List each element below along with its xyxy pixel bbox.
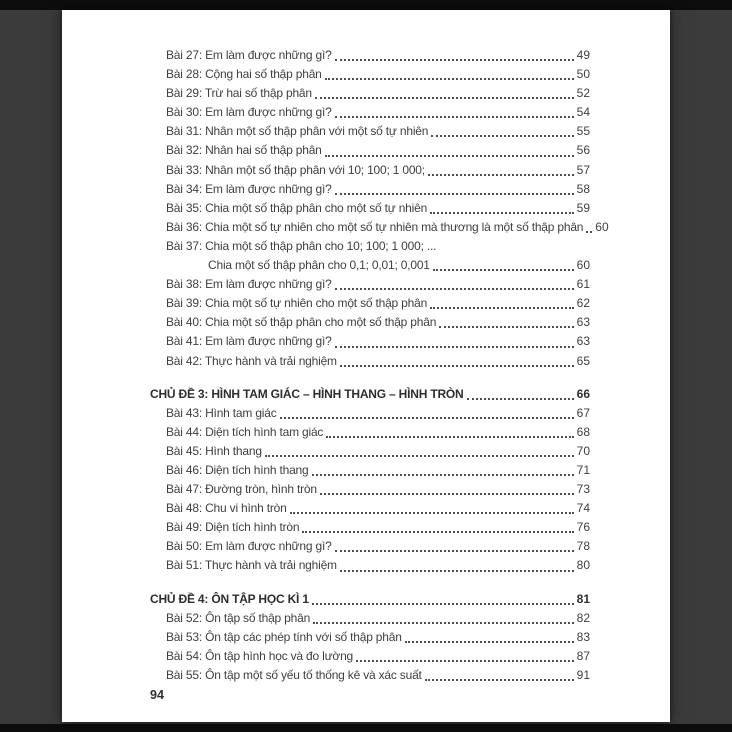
book-page: [62, 10, 670, 722]
toc-entry-page: 60: [595, 219, 609, 234]
toc-entry-page: 54: [576, 105, 590, 120]
toc-entry-label: Bài 30: Em làm được những gì?: [166, 105, 332, 120]
dot-leader: [280, 417, 574, 419]
toc-entry-page: 59: [576, 200, 590, 215]
toc-entry-label: Bài 52: Ôn tập số thập phân: [166, 610, 311, 625]
dot-leader: [335, 550, 574, 552]
toc-entry-label: Bài 44: Diện tích hình tam giác: [166, 424, 324, 439]
toc-entry: [150, 666, 590, 685]
table-of-contents: [62, 10, 670, 685]
toc-entry-page: 62: [576, 296, 590, 311]
toc-entry: [150, 294, 590, 313]
toc-entry-label: Bài 54: Ôn tập hình học và đo lường: [166, 648, 354, 663]
toc-entry: [150, 84, 590, 103]
dot-leader: [439, 326, 573, 328]
toc-entry: [150, 647, 590, 666]
toc-entry: [150, 609, 590, 628]
toc-section-heading: [150, 385, 590, 404]
toc-entry: [150, 332, 590, 351]
toc-entry: [150, 46, 590, 65]
dot-leader: [431, 135, 573, 137]
dot-leader: [265, 455, 574, 457]
toc-entry: [150, 404, 590, 423]
toc-entry: [150, 161, 590, 180]
toc-entry-label: Bài 47: Đường tròn, hình tròn: [166, 482, 317, 497]
toc-entry-label: Bài 40: Chia một số thập phân cho một số thập phân: [166, 315, 437, 330]
bottom-black-strip: [0, 724, 732, 732]
toc-entry-page: 65: [576, 353, 590, 368]
toc-section-heading-label: CHỦ ĐỀ 4: ÔN TẬP HỌC KÌ 1: [150, 591, 309, 606]
page-number: 94: [150, 688, 164, 702]
toc-entry-label: Bài 51: Thực hành và trải nghiệm: [166, 558, 337, 573]
dot-leader: [325, 78, 574, 80]
toc-entry-page: 58: [576, 181, 590, 196]
toc-entry-label: Bài 33: Nhân một số thập phân với 10; 100; 1 000;: [166, 162, 425, 177]
toc-entry-page: 82: [576, 610, 590, 625]
dot-leader: [467, 398, 574, 400]
toc-entry: [150, 352, 590, 371]
toc-entry-page: 87: [576, 648, 590, 663]
dot-leader: [430, 307, 574, 309]
toc-entry: [150, 275, 590, 294]
toc-entry-label: Bài 48: Chu vi hình tròn: [166, 501, 287, 516]
dot-leader: [335, 288, 574, 290]
toc-entry-page: 67: [576, 405, 590, 420]
toc-entry-page: 63: [576, 334, 590, 349]
toc-entry: [150, 556, 590, 575]
toc-entry-page: 57: [576, 162, 590, 177]
dot-leader: [335, 59, 574, 61]
toc-entry-page: 73: [576, 482, 590, 497]
toc-entry-label: Bài 38: Em làm được những gì?: [166, 277, 332, 292]
toc-entry-page: 56: [576, 143, 590, 158]
toc-entry-page: 68: [576, 424, 590, 439]
toc-entry: [150, 628, 590, 647]
dot-leader: [312, 474, 574, 476]
toc-entry: [150, 141, 590, 160]
toc-entry-page: 60: [576, 258, 590, 273]
toc-entry-page: 55: [576, 124, 590, 139]
dot-leader: [312, 603, 574, 605]
dot-leader: [428, 174, 574, 176]
toc-entry: [150, 499, 590, 518]
toc-entry-page: 50: [576, 67, 590, 82]
toc-entry-label: Bài 43: Hình tam giác: [166, 405, 277, 420]
dot-leader: [340, 365, 574, 367]
toc-entry-label: Bài 29: Trừ hai số thập phân: [166, 86, 312, 101]
toc-entry-label: Bài 27: Em làm được những gì?: [166, 48, 332, 62]
toc-entry: [150, 518, 590, 537]
toc-entry-page: 78: [576, 539, 590, 554]
toc-entry-label: Bài 31: Nhân một số thập phân với một số tự nhiên: [166, 124, 429, 139]
toc-entry-page: 61: [576, 277, 590, 292]
toc-entry-page: 74: [576, 501, 590, 516]
toc-entry-page: 83: [576, 629, 590, 644]
dot-leader: [325, 155, 574, 157]
toc-entry-label: Bài 39: Chia một số tự nhiên cho một số thập phân: [166, 296, 428, 311]
dot-leader: [315, 97, 574, 99]
toc-entry-label: Bài 49: Diện tích hình tròn: [166, 520, 300, 535]
dot-leader: [430, 212, 574, 214]
toc-entry-label: Bài 45: Hình thang: [166, 443, 262, 458]
dot-leader: [335, 346, 574, 348]
toc-entry-label: Bài 32: Nhân hai số thập phân: [166, 143, 322, 158]
toc-entry-page: 49: [576, 48, 590, 62]
toc-entry-label: Bài 41: Em làm được những gì?: [166, 334, 332, 349]
toc-entry-page: 70: [576, 443, 590, 458]
toc-entry: [150, 65, 590, 84]
dot-leader: [340, 570, 574, 572]
toc-entry-label: Bài 53: Ôn tập các phép tính với số thập phân: [166, 629, 402, 644]
toc-entry: [150, 180, 590, 199]
top-black-strip: [0, 0, 732, 10]
toc-entry-label: Bài 34: Em làm được những gì?: [166, 181, 332, 196]
toc-entry: [150, 423, 590, 442]
toc-entry-page: 52: [576, 86, 590, 101]
toc-section-heading-page: 81: [576, 591, 590, 606]
toc-entry: [150, 218, 609, 237]
dot-leader: [290, 512, 574, 514]
toc-entry: [150, 122, 590, 141]
toc-section-heading-label: CHỦ ĐỀ 3: HÌNH TAM GIÁC – HÌNH THANG – HÌNH TRÒN: [150, 386, 464, 401]
toc-entry-label: Bài 35: Chia một số thập phân cho một số tự nhiên: [166, 200, 428, 215]
dot-leader: [433, 269, 574, 271]
toc-entry-page: 71: [576, 462, 590, 477]
toc-entry-page: 80: [576, 558, 590, 573]
toc-entry: [150, 313, 590, 332]
toc-entry-label: Bài 36: Chia một số tự nhiên cho một số tự nhiên mà thương là một số thập phân: [166, 219, 584, 234]
dot-leader: [405, 641, 574, 643]
dot-leader: [356, 660, 574, 662]
dot-leader: [425, 679, 574, 681]
toc-section-heading-page: 66: [576, 386, 590, 401]
dot-leader: [335, 193, 574, 195]
toc-entry-page: 76: [576, 520, 590, 535]
dot-leader: [335, 116, 574, 118]
toc-entry-label: Bài 37: Chia một số thập phân cho 10; 100; 1 000; ...: [166, 238, 437, 253]
toc-entry-label: Bài 28: Cộng hai số thập phân: [166, 67, 322, 82]
dot-leader: [586, 231, 592, 233]
toc-entry-page: 91: [576, 667, 590, 682]
toc-entry-page: 63: [576, 315, 590, 330]
toc-entry: [150, 442, 590, 461]
toc-section-heading: [150, 590, 590, 609]
toc-entry-label: Bài 50: Em làm được những gì?: [166, 539, 332, 554]
dot-leader: [313, 622, 574, 624]
dot-leader: [302, 531, 573, 533]
toc-entry: [150, 199, 590, 218]
toc-entry-label: Bài 46: Diện tích hình thang: [166, 462, 309, 477]
dot-leader: [326, 436, 573, 438]
toc-entry-label: Chia một số thập phân cho 0,1; 0,01; 0,001: [208, 258, 430, 273]
toc-entry: [150, 103, 590, 122]
dot-leader: [320, 493, 574, 495]
toc-entry: [150, 237, 590, 256]
toc-entry: [150, 461, 590, 480]
toc-entry-label: Bài 55: Ôn tập một số yếu tố thống kê và xác suất: [166, 667, 422, 682]
toc-entry: [150, 256, 590, 275]
toc-entry: [150, 537, 590, 556]
toc-entry-label: Bài 42: Thực hành và trải nghiệm: [166, 353, 337, 368]
toc-entry: [150, 480, 590, 499]
